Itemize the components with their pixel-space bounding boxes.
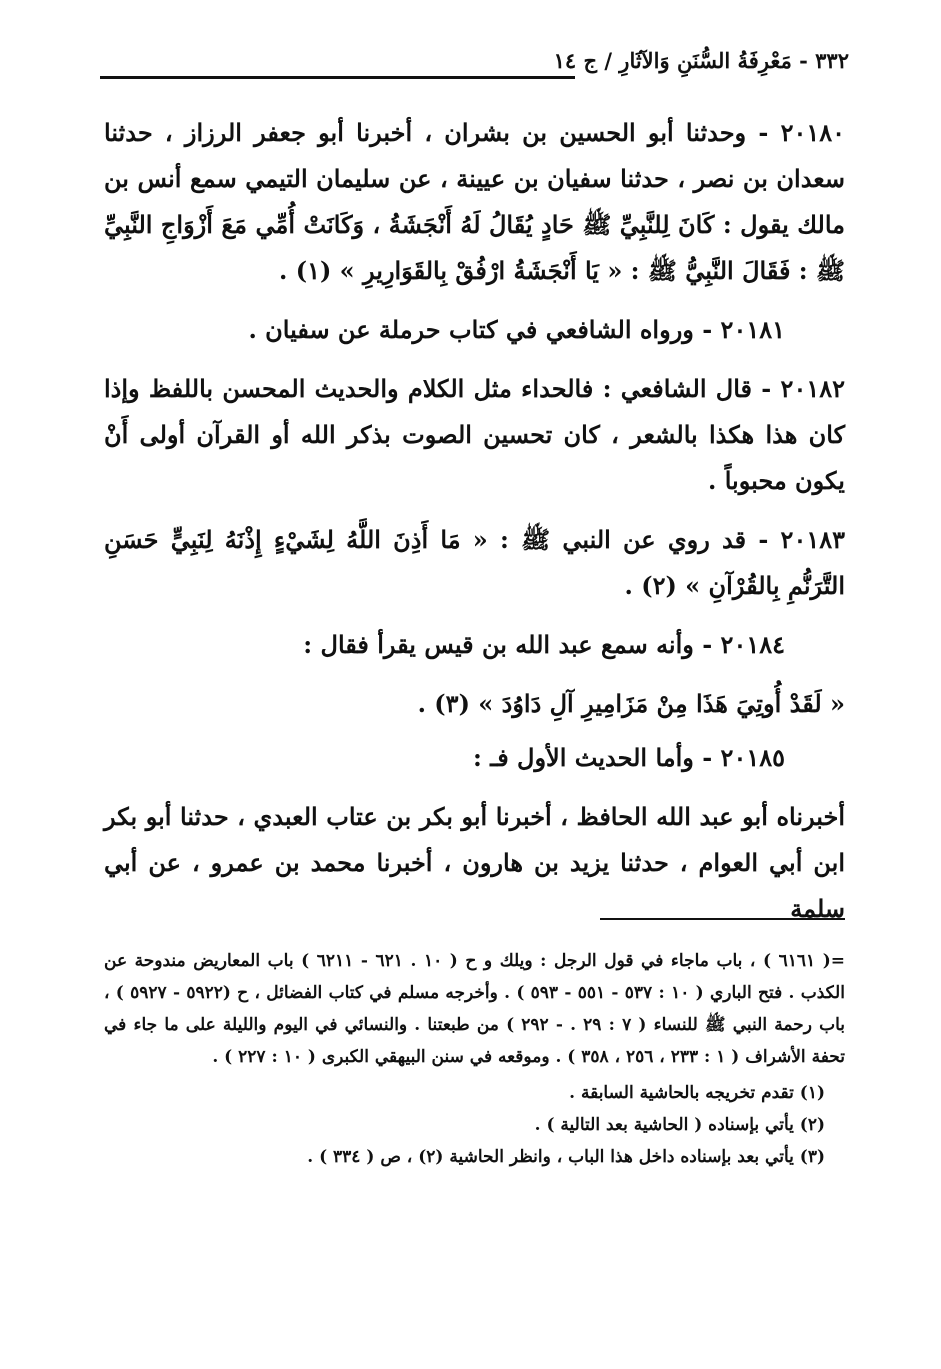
hadith-text: - وحدثنا أبو الحسين بن بشران ، أخبرنا أبو جعفر الرزاز ، حدثنا سعدان بن نصر ، حدثنا سفيان بن عيينة ، عن سليمان التيمي سمع أنس بن مالك يقول : كَانَ لِلنَّبِيِّ ﷺ حَادٍ يُقَالُ لَهُ أَنْجَشَةُ ، وَكَانَتْ أُمِّي مَعَ أَزْوَاجِ النَّبِيِّ ﷺ : فَقَالَ النَّبِيُّ ﷺ : « يَا أَنْجَشَةُ ارْفُقْ بِالقَوَارِيرِ » (١) . — [104, 118, 845, 285]
hadith-text: - قال الشافعي : فالحداء مثل الكلام والحديث المحسن باللفظ وإذا كان هذا هكذا بالشعر ، كان تحسين الصوت بذكر الله أو القرآن أولى أَنْ يكون محبوباً . — [104, 374, 845, 495]
hadith-number: ٢٠١٨٥ — [720, 743, 785, 772]
hadith-text: - قد روي عن النبي ﷺ : « مَا أَذِنَ اللَّهُ لِشَيْءٍ إِذْنَهُ لِنَبِيٍّ حَسَنِ التَّرَنُّمِ بِالقُرْآنِ » (٢) . — [104, 525, 845, 600]
paragraph-isnad: أخبرناه أبو عبد الله الحافظ ، أخبرنا أبو بكر بن عتاب العبدي ، حدثنا أبو بكر ابن أبي العوام ، حدثنا يزيد بن هارون ، أخبرنا محمد بن عمرو ، عن أبي سلمة — [104, 802, 845, 923]
paragraph-20183 — [104, 517, 845, 609]
main-text — [104, 110, 845, 945]
hadith-text: - وأنه سمع عبد الله بن قيس يقرأ فقال : — [303, 630, 713, 659]
hadith-number: ٢٠١٨٢ — [780, 374, 845, 403]
footnote-continuation: =( ٦١٦١ ) ، باب ماجاء في قول الرجل : ويلك و ح ( ١٠ . ٦٢١ - ٦٢١١ ) باب المعاريض مندوحة عن الكذب . فتح الباري ( ١٠ : ٥٣٧ - ٥٥١ - ٥٩٣ ) . وأخرجه مسلم في كتاب الفضائل ، ح (٥٩٢٢ - ٥٩٢٧ ) ، باب رحمة النبي ﷺ للنساء ( ٧ : ٢٩ . - ٢٩٢ ) من طبعتنا . والنسائي في اليوم والليلة على ما جاء في تحفة الأشراف ( ١ : ٢٣٣ ، ٢٥٦ ، ٣٥٨ ) . وموقعه في سنن البيهقي الكبرى ( ١٠ : ٢٢٧ ) . — [104, 951, 845, 1067]
paragraph-20181 — [104, 307, 845, 353]
hadith-number: ٢٠١٨٠ — [780, 118, 846, 147]
hadith-text: - ورواه الشافعي في كتاب حرملة عن سفيان . — [248, 315, 713, 344]
footnote-1: (١) تقدم تخريجه بالحاشية السابقة . — [569, 1083, 825, 1103]
hadith-text: - وأما الحديث الأول فـ : — [472, 743, 713, 772]
paragraph-20182 — [104, 366, 845, 504]
footnotes — [104, 945, 845, 1173]
header-rule — [100, 76, 575, 79]
hadith-number: ٢٠١٨١ — [720, 315, 785, 344]
hadith-number: ٢٠١٨٤ — [720, 630, 785, 659]
footnote-2: (٢) يأتي بإسناده ( الحاشية بعد التالية ) . — [534, 1115, 825, 1135]
hadith-number: ٢٠١٨٣ — [780, 525, 845, 554]
page-header — [100, 48, 849, 88]
footnote-3: (٣) يأتي بعد بإسناده داخل هذا الباب ، وانظر الحاشية (٢) ، ص ( ٣٣٤ ) . — [307, 1147, 825, 1167]
paragraph-20180 — [104, 110, 845, 294]
running-title: ٣٣٢ - مَعْرِفَةُ السُّنَنِ وَالآثَارِ / ج ١٤ — [553, 48, 849, 73]
footnote-separator — [600, 918, 845, 920]
paragraph-20185 — [104, 735, 845, 781]
quoted-saying: « لَقَدْ أُوتِيَ هَذَا مِنْ مَزَامِيرِ آلِ دَاوُدَ » (٣) . — [417, 689, 845, 718]
paragraph-20184 — [104, 622, 845, 668]
